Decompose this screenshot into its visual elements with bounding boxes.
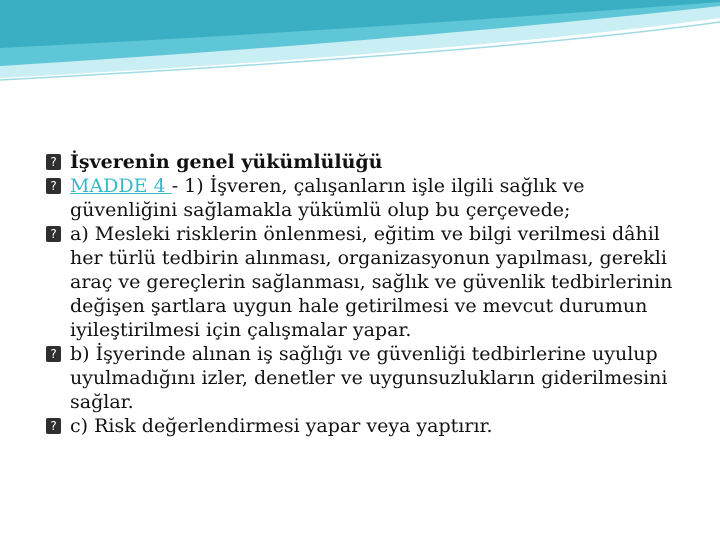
- item-b-text: b) İşyerinde alınan iş sağlığı ve güvenliği tedbirlerine uyulup uyulmadığını izler, denetler ve uygunsuzlukların giderilmesini sağlar.: [70, 343, 668, 413]
- item-b-paragraph: [46, 342, 676, 414]
- madde-link[interactable]: MADDE 4: [70, 175, 172, 197]
- madde-paragraph: [46, 174, 676, 222]
- madde-text: - 1) İşveren, çalışanların işle ilgili sağlık ve güvenliğini sağlamakla yükümlü olup bu çerçevede;: [70, 175, 585, 221]
- header-wave-decoration: [0, 0, 720, 90]
- heading-text: İşverenin genel yükümlülüğü: [70, 151, 383, 173]
- item-a-paragraph: [46, 222, 676, 342]
- missing-glyph-icon: ?: [46, 178, 61, 194]
- item-c-text: c) Risk değerlendirmesi yapar veya yaptırır.: [70, 415, 493, 437]
- missing-glyph-icon: ?: [46, 154, 61, 170]
- item-c-paragraph: [46, 414, 676, 438]
- missing-glyph-icon: ?: [46, 346, 61, 362]
- item-a-text: a) Mesleki risklerin önlenmesi, eğitim ve bilgi verilmesi dâhil her türlü tedbirin alınması, organizasyonun yapılması, gerekli araç ve gereçlerin sağlanması, sağlık ve güvenlik tedbirlerinin değişen şartlara uygun hale getirilmesi ve mevcut durumun iyileştirilmesi için çalışmalar yapar.: [70, 223, 673, 341]
- missing-glyph-icon: ?: [46, 226, 61, 242]
- slide-content: [46, 150, 676, 438]
- section-heading: [46, 150, 676, 174]
- missing-glyph-icon: ?: [46, 418, 61, 434]
